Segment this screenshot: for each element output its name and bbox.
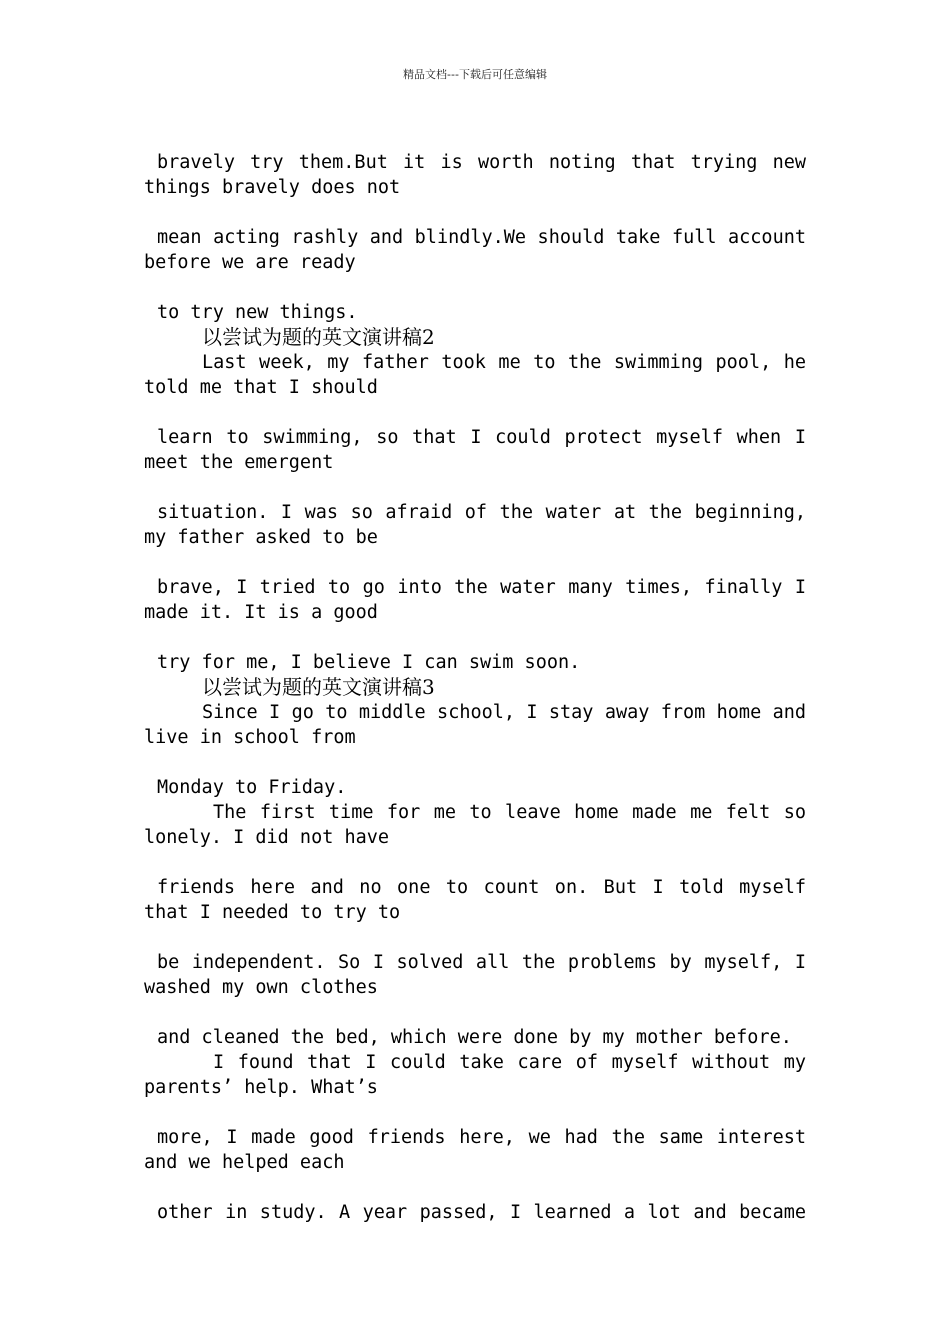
paragraph [144,350,806,400]
text-line: before we are ready [144,252,356,273]
paragraph [144,500,806,550]
text-line: be independent. So I solved all the problems by myself, I [157,952,806,973]
text-line: things bravely does not [144,177,401,198]
text-line: lonely. I did not have [144,827,390,848]
text-line: try for me, I believe I can swim soon. [157,652,581,673]
text-line: I found that I could take care of myself without my [213,1052,806,1073]
text-line: and we helped each [144,1152,345,1173]
text-line: parents’ help. What’s [144,1077,378,1098]
text-line: The first time for me to leave home made me felt so [213,802,806,823]
text-line: made it. It is a good [144,602,378,623]
text-line: brave, I tried to go into the water many times, finally I [157,577,806,598]
text-line: Last week, my father took me to the swimming pool, he [202,352,806,373]
text-line: live in school from [144,727,356,748]
text-line: Monday to Friday. [157,777,347,798]
paragraph [144,775,806,800]
paragraph [144,800,806,850]
text-line: Since I go to middle school, I stay away from home and [202,702,806,723]
text-line: bravely try them.But it is worth noting that trying new [157,152,806,173]
document-body [144,150,806,1225]
text-line: and cleaned the bed, which were done by my mother before. [157,1027,792,1048]
text-line: other in study. A year passed, I learned a lot and became [157,1202,806,1223]
paragraph [144,875,806,925]
section-heading: 以尝试为题的英文演讲稿3 [202,675,435,699]
paragraph [144,700,806,750]
text-line: my father asked to be [144,527,378,548]
paragraph [144,225,806,275]
paragraph [144,1050,806,1100]
paragraph [144,1025,806,1050]
text-line: situation. I was so afraid of the water at the beginning, [157,502,806,523]
text-line: friends here and no one to count on. But I told myself [157,877,806,898]
text-line: meet the emergent [144,452,334,473]
paragraph [144,950,806,1000]
text-line: that I needed to try to [144,902,401,923]
text-line: washed my own clothes [144,977,378,998]
paragraph [144,150,806,200]
text-line: learn to swimming, so that I could protect myself when I [157,427,806,448]
paragraph [144,425,806,475]
text-line: to try new things. [157,302,358,323]
section-heading: 以尝试为题的英文演讲稿2 [202,325,435,349]
text-line: told me that I should [144,377,378,398]
text-line: more, I made good friends here, we had the same interest [157,1127,806,1148]
paragraph [144,1200,806,1225]
page-header: 精品文档---下载后可任意编辑 [403,68,547,81]
paragraph [144,650,806,675]
paragraph [144,1125,806,1175]
paragraph [144,300,806,325]
text-line: mean acting rashly and blindly.We should take full account [157,227,806,248]
paragraph [144,575,806,625]
